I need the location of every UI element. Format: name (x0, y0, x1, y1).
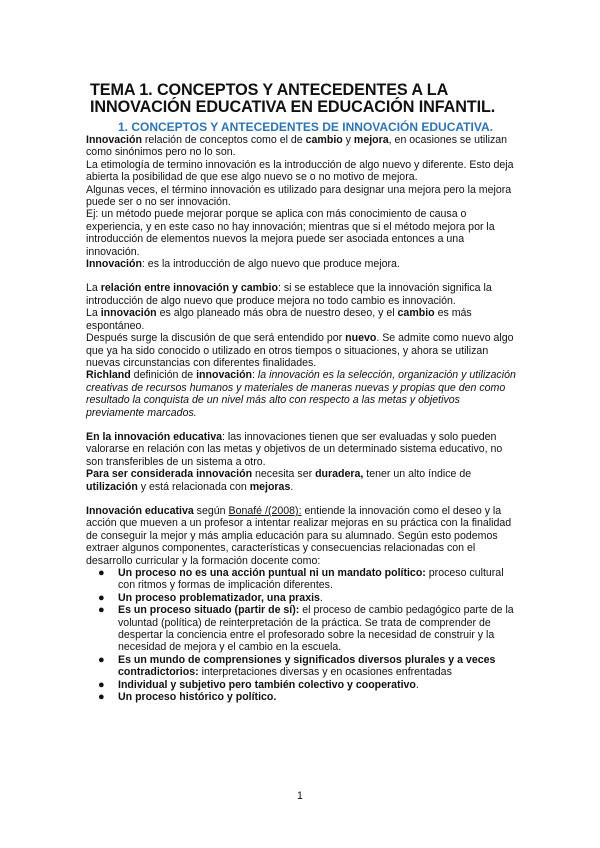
list-item (98, 691, 516, 704)
text: es más espontáneo. (86, 307, 472, 332)
paragraph-12 (86, 505, 516, 567)
bullet-icon: ● (98, 591, 105, 604)
text: : si se establece que la innovación significa la introducción de algo nuevo que produce mejora no todo cambio es innovación. (86, 282, 492, 307)
bullet-icon: ● (98, 653, 105, 666)
bullet-icon: ● (98, 678, 105, 691)
bold-text: Innovación educativa (86, 504, 194, 517)
text: tener un alto índice de (363, 468, 472, 481)
text: . (415, 678, 419, 691)
title-line-2: INNOVACIÓN EDUCATIVA EN EDUCACIÓN INFANTIL. (90, 98, 496, 116)
bold-text: En la innovación educativa (86, 430, 222, 443)
bullet-icon: ● (98, 604, 105, 617)
bold-text: Un proceso problematizador, una praxis (118, 591, 320, 604)
title-line-1: TEMA 1. CONCEPTOS Y ANTECEDENTES A LA (90, 81, 449, 99)
paragraph-11 (86, 468, 516, 493)
section-heading: 1. CONCEPTOS Y ANTECEDENTES DE INNOVACIÓN EDUCATIVA. (118, 120, 493, 134)
bold-text: duradera, (315, 468, 364, 481)
text: La (86, 307, 101, 320)
list-item (98, 604, 516, 654)
text: . (319, 591, 323, 604)
bold-text: innovación (100, 307, 157, 320)
text: : es la introducción de algo nuevo que produce mejora. (141, 258, 400, 271)
paragraph-7 (86, 307, 516, 332)
text: según (193, 504, 229, 517)
paragraph-4: Ej: un método puede mejorar porque se aplica con más conocimiento de causa o experiencia, y en este caso no hay innovación; mientras que si el método mejora por la introducción de elementos nuevos la mejora puede ser asociada entonces a una innovación. (86, 208, 495, 258)
text: Después surge la discusión de que será entendido por (86, 332, 346, 345)
paragraph-1 (86, 134, 516, 159)
document-body (86, 134, 516, 703)
text: proceso cultural con ritmos y formas de implicación diferentes. (118, 567, 504, 592)
bold-text: Innovación (86, 134, 142, 146)
paragraph-8 (86, 332, 516, 369)
bold-text: innovación (196, 369, 253, 382)
bold-text: utilización (86, 480, 138, 493)
paragraph-6 (86, 282, 516, 307)
bold-text: Innovación (86, 258, 142, 271)
bold-text: Individual y subjetivo pero también colectivo y cooperativo (118, 678, 416, 691)
text: , en ocasiones se utilizan como sinónimos pero no lo son. (86, 134, 508, 159)
text: entiende la innovación como el deseo y la acción que mueven a un profesor a intentar realizar mejoras en su práctica con la finalidad de conseguir la mejor y más amplia educación para su alumnado. Según esto podemos extraer algunos componentes, características y consecuencias relacionadas con el desarrollo curricular y la formación docente como: (86, 504, 512, 567)
bold-text: Un proceso no es una acción puntual ni un mandato político: (118, 567, 426, 579)
text: el proceso de cambio pedagógico parte de la voluntad (política) de reinterpretación de la práctica. Se trata de comprender de despertar la conciencia entre el profesorado sobre la necesidad de construir y la necesidad de mejora y el cambio en la escuela. (118, 604, 514, 654)
citation-link: Bonafé /(2008): (228, 504, 302, 517)
text: y (342, 134, 354, 146)
text: definición de (130, 369, 197, 382)
text: necesita ser (252, 468, 316, 481)
bullet-icon: ● (98, 691, 105, 704)
bold-text: mejoras (249, 480, 291, 493)
bold-text: relación entre innovación y cambio (100, 282, 278, 295)
paragraph-10 (86, 431, 516, 468)
bold-text: cambio (305, 134, 343, 146)
paragraph-9 (86, 369, 516, 419)
paragraph-2: La etimología de termino innovación es la introducción de algo nuevo y diferente. Esto deja abierta la posibilidad de que ese algo nuevo se o no motivo de mejora. (86, 158, 514, 184)
bullet-icon: ● (98, 567, 105, 579)
page-title (90, 82, 530, 116)
bold-text: nuevo (345, 332, 377, 345)
text: : (252, 369, 258, 382)
list-item (98, 567, 516, 592)
bold-text: cambio (397, 307, 435, 320)
bold-text: Es un proceso situado (partir de sí): (118, 604, 300, 617)
text: interpretaciones diversas y en ocasiones enfrentadas (198, 666, 452, 679)
list-item (98, 678, 516, 691)
list-item (98, 653, 516, 679)
text: es algo planeado más obra de nuestro deseo, y el (156, 307, 398, 320)
text: . Se admite como nuevo algo que ya ha sido conocido o utilizado en otros tiempos o situaciones, y ahora se utilizan nuevas circunstancias con diferentes finalidades. (86, 332, 514, 369)
bold-text: Richland (86, 369, 131, 382)
paragraph-5 (86, 258, 516, 270)
bold-text: Un proceso histórico y político. (118, 691, 277, 704)
page-number: 1 (297, 790, 303, 802)
text: . (290, 480, 294, 493)
text: relación de conceptos como el de (141, 134, 306, 146)
text: La (86, 282, 101, 295)
bold-text: Es un mundo de comprensiones y significados diversos plurales y a veces contradictorios: (118, 653, 496, 679)
bold-text: mejora (353, 134, 389, 146)
paragraph-3: Algunas veces, el término innovación es utilizado para designar una mejora pero la mejora puede ser o no ser innovación. (86, 183, 512, 209)
bullet-list (86, 567, 516, 703)
text: y está relacionada con (137, 480, 250, 493)
list-item (98, 591, 516, 604)
italic-quote: la innovación es la selección, organización y utilización creativas de recursos humanos y materiales de maneras nuevas y propias que den como resultado la conquista de un nivel más alto con respecto a las metas y objetivos previamente marcados. (86, 369, 516, 419)
text: : las innovaciones tienen que ser evaluadas y solo pueden valorarse en relación con las metas y objetivos de un determinado sistema educativo, no son transferibles de un sistema a otro. (86, 430, 503, 468)
bold-text: Para ser considerada innovación (86, 468, 253, 481)
